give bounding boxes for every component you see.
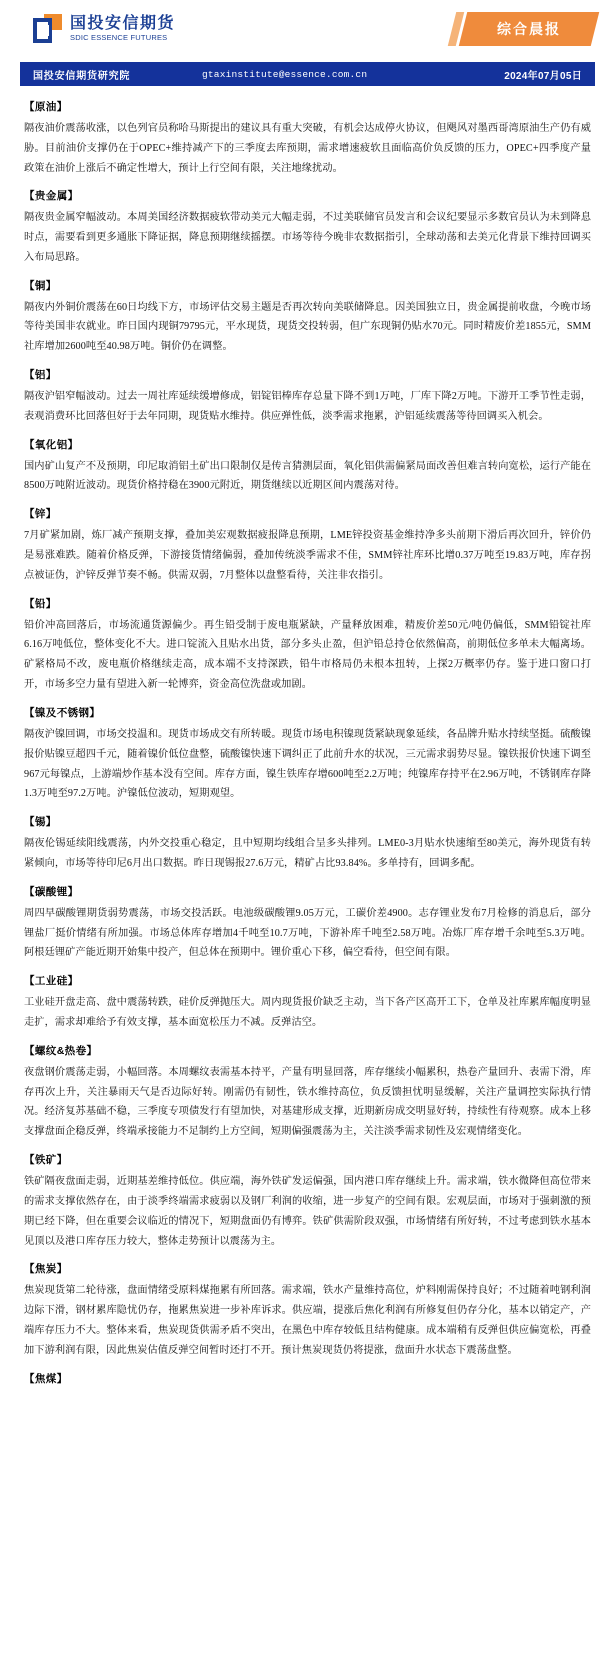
section-body: 隔夜贵金属窄幅波动。本周美国经济数据疲软带动美元大幅走弱，不过美联储官员发言和会议纪要显示多数官员认为未到降息时点，需要看到更多通胀下降证据，降息预期继续摇摆。市场等待今晚非农数据指引，全球动荡和去美元化背景下维持回调买入布局思路。 <box>24 212 591 263</box>
section-title: 【焦煤】 <box>24 1372 68 1385</box>
section-title: 【氧化铝】 <box>24 438 79 451</box>
section-title: 【镍及不锈钢】 <box>24 707 101 720</box>
company-logo-icon <box>33 14 63 44</box>
report-section <box>24 974 591 1033</box>
page-bottom-clip <box>0 1399 615 1405</box>
report-section <box>24 368 591 427</box>
section-title: 【原油】 <box>24 101 68 113</box>
section-title: 【锡】 <box>24 816 57 829</box>
report-section <box>24 706 591 804</box>
report-section <box>24 1262 591 1360</box>
report-tag <box>459 12 599 46</box>
section-body: 隔夜内外铜价震荡在60日均线下方，市场评估交易主题是否再次转向美联储降息。因美国独立日，贵金属提前收盘，今晚市场等待美国非农就业。昨日国内现铜79795元，平水现货，现货交投转弱，但广东现铜仍贴水70元。同时精废价差1855元，SMM社库增加2600吨至40.98万吨。铜价仍在调整。 <box>24 301 591 353</box>
section-body: 工业硅开盘走高、盘中震荡转跌，硅价反弹抛压大。周内现货报价缺乏主动，当下各产区高开工下，仓单及社库累库幅度明显走扩，需求却难给予有效支撑，基本面宽松压力不减。反弹沽空。 <box>24 997 591 1028</box>
section-body: 铁矿隔夜盘面走弱，近期基差维持低位。供应端，海外铁矿发运偏强，国内港口库存继续上升。需求端，铁水微降但高位带来的需求支撑依然存在，由于淡季终端需求疲弱以及钢厂利润的收缩，进一步复产的空间有限。宏观层面，市场对于强刺激的预期已经下降，但在重要会议临近的情况下，短期盘面仍有博弈。铁矿供需阶段双强，市场情绪有所好转，不过考虑到铁水基本见顶以及港口库存压力较大，整体走势预计以震荡为主。 <box>24 1175 591 1247</box>
section-title: 【铅】 <box>24 597 57 610</box>
report-section <box>24 438 591 497</box>
section-title: 【碳酸锂】 <box>24 885 79 898</box>
report-content <box>0 86 615 1388</box>
section-body: 隔夜沪铝窄幅波动。过去一周社库延续缓增修成，铝锭铝棒库存总量下降不到1万吨，厂库下降2万吨。下游开工季节性走弱，表观消费环比回落但好于去年同期，现货贴水维持。供应弹性低，淡季需求拖累，沪铝延续震荡等待回调买入机会。 <box>24 391 591 422</box>
section-title: 【工业硅】 <box>24 975 79 988</box>
masthead <box>0 0 615 62</box>
section-title: 【螺纹&热卷】 <box>24 1044 98 1057</box>
report-section <box>24 1372 591 1388</box>
report-section <box>24 885 591 963</box>
report-section <box>24 507 591 585</box>
brand-text <box>70 16 175 42</box>
report-section <box>24 815 591 874</box>
report-type-banner <box>452 12 595 46</box>
section-title: 【贵金属】 <box>24 190 79 203</box>
section-body: 7月矿紧加剧，炼厂减产预期支撑，叠加美宏观数据疲报降息预期，LME锌投资基金维持净多头前期下滑后再次回升，锌价仍是易涨难跌。随着价格反弹，下游接货情绪偏弱，叠加传统淡季需求不佳，SMM锌社库环比增0.37万吨至19.83万吨，库存拐点被证伪，沪锌反弹节奏不畅。供需双弱，7月整体以盘整看待，关注非农指引。 <box>24 530 591 581</box>
section-body: 焦炭现货第二轮待涨，盘面情绪受原料煤拖累有所回落。需求端，铁水产量维持高位，炉料刚需保持良好；不过随着吨钢利润边际下滑，钢材累库隐忧仍存，拖累焦炭进一步补库诉求。供应端，提涨后焦化利润有所修复但仍存分化，基本以销定产，产端库存压力不大。整体来看，焦炭现货供需矛盾不突出，在黑色中库存较低且结构健康。成本端稍有反弹但供应偏宽松，再叠加下游利润有限，因此焦炭估值反弹空间暂时还打不开。预计焦炭现货仍将提涨，盘面升水状态下震荡盘整。 <box>24 1285 591 1356</box>
brand-name-cn: 国投安信期货 <box>70 15 176 33</box>
section-body: 隔夜伦锡延续阳线震荡，内外交投重心稳定，且中短期均线组合呈多头排列。LME0-3月贴水快速缩至80美元，海外现货有转紧倾向，市场等待印尼6月出口数据。昨日现锡报27.6万元，精矿占比93.84%。多单持有，回调多配。 <box>24 838 591 870</box>
report-section <box>24 1044 591 1142</box>
info-bar <box>20 62 595 86</box>
report-section <box>24 279 591 357</box>
report-section <box>24 1153 591 1251</box>
report-section <box>24 597 591 695</box>
report-tag-label: 综合晨报 <box>497 21 561 37</box>
section-body: 隔夜沪镍回调，市场交投温和。现货市场成交有所转暖。现货市场电积镍现货紧缺现象延续，各品牌升贴水持续坚挺。硫酸镍报价贴镍豆超四千元，随着镍价低位盘整，硫酸镍快速下调纠正了此前升水的状况，三元需求弱势尽显。镍铁报价快速下调至967元每镍点，上游端炒作基本没有空间。库存方面，镍生铁库存增600吨至2.2万吨；纯镍库存持平在2.96万吨，不锈钢库存降1.3万吨至97.2万吨。沪镍低位波动，短期观望。 <box>24 728 591 800</box>
section-body: 周四早碳酸锂期货弱势震荡，市场交投活跃。电池级碳酸锂9.05万元，工碳价差4900。志存锂业发布7月检修的消息后，部分锂盐厂挺价情绪有所加强。市场总体库存增加4千吨至10.7万吨，下游补库千吨至2.58万吨。冶炼厂库存增千余吨至5.3万吨。阿根廷锂矿产能近期开始集中投产，但总体在预期中。锂价重心下移，偏空看待，但空间有限。 <box>24 907 591 959</box>
section-body: 隔夜油价震荡收涨，以色列官员称哈马斯提出的建议具有重大突破，有机会达成停火协议，但飓风对墨西哥湾原油生产仍有威胁。目前油价支撑仍在于OPEC+维持减产下的三季度去库预期，需求增速疲软且面临高价负反馈的压力，OPEC+四季度产量政策在油价上涨后不确定性增大，预计上行空间有限，关注地缘扰动。 <box>24 122 591 174</box>
section-title: 【铁矿】 <box>24 1154 68 1167</box>
brand-logo <box>33 14 175 44</box>
section-title: 【铝】 <box>24 369 57 382</box>
section-title: 【焦炭】 <box>24 1263 68 1276</box>
section-body: 夜盘钢价震荡走弱，小幅回落。本周螺纹表需基本持平，产量有明显回落，库存继续小幅累积，热卷产量回升、表需下滑，库存再次上升，关注暴雨天气是否边际好转。刚需仍有韧性，铁水维持高位，负反馈担忧明显缓解，关注产量调控实际执行情况。经济复苏基础不稳，三季度专项债发行有望加快，对基建形成支撑，近期新房成交明显好转，持续性有待观察。成本上移支撑盘面企稳反弹，终端承接能力不足制约上方空间，短期偏强震荡为主，关注淡季需求韧性及宏观情绪变化。 <box>24 1066 591 1138</box>
institute-name: 国投安信期货研究院 <box>33 70 131 82</box>
section-body: 铅价冲高回落后，市场流通货源偏少。再生铅受制于废电瓶紧缺，产量释放困难，精废价差50元/吨仍偏低，SMM铅锭社库6.16万吨低位，整体变化不大。进口锭流入且贴水出货，部分多头止盈，但沪铅总持仓依然偏高，前期低位多单未大幅离场。矿紧格局不改，废电瓶价格继续走高，成本端不支持深跌，铅牛市格局仍未根本扭转，上探2万概率仍存。鉴于进口窗口打开，市场多空力量有望进入新一轮博弈，资金高位洗盘或加剧。 <box>24 619 591 691</box>
section-title: 【锌】 <box>24 508 57 521</box>
report-section <box>24 189 591 267</box>
report-section <box>24 100 591 178</box>
brand-name-en: SDIC ESSENCE FUTURES <box>70 33 168 43</box>
section-title: 【铜】 <box>24 279 57 292</box>
section-body: 国内矿山复产不及预期，印尼取消铝土矿出口限制仅是传言猜测层面，氧化铝供需偏紧局面改善但难言转向宽松，运行产能在8500万吨附近波动。现货价格持稳在3900元附近，期货继续以近期区间内震荡对待。 <box>24 460 591 492</box>
contact-email: gtaxinstitute@essence.com.cn <box>202 68 368 80</box>
report-date: 2024年07月05日 <box>504 70 582 82</box>
